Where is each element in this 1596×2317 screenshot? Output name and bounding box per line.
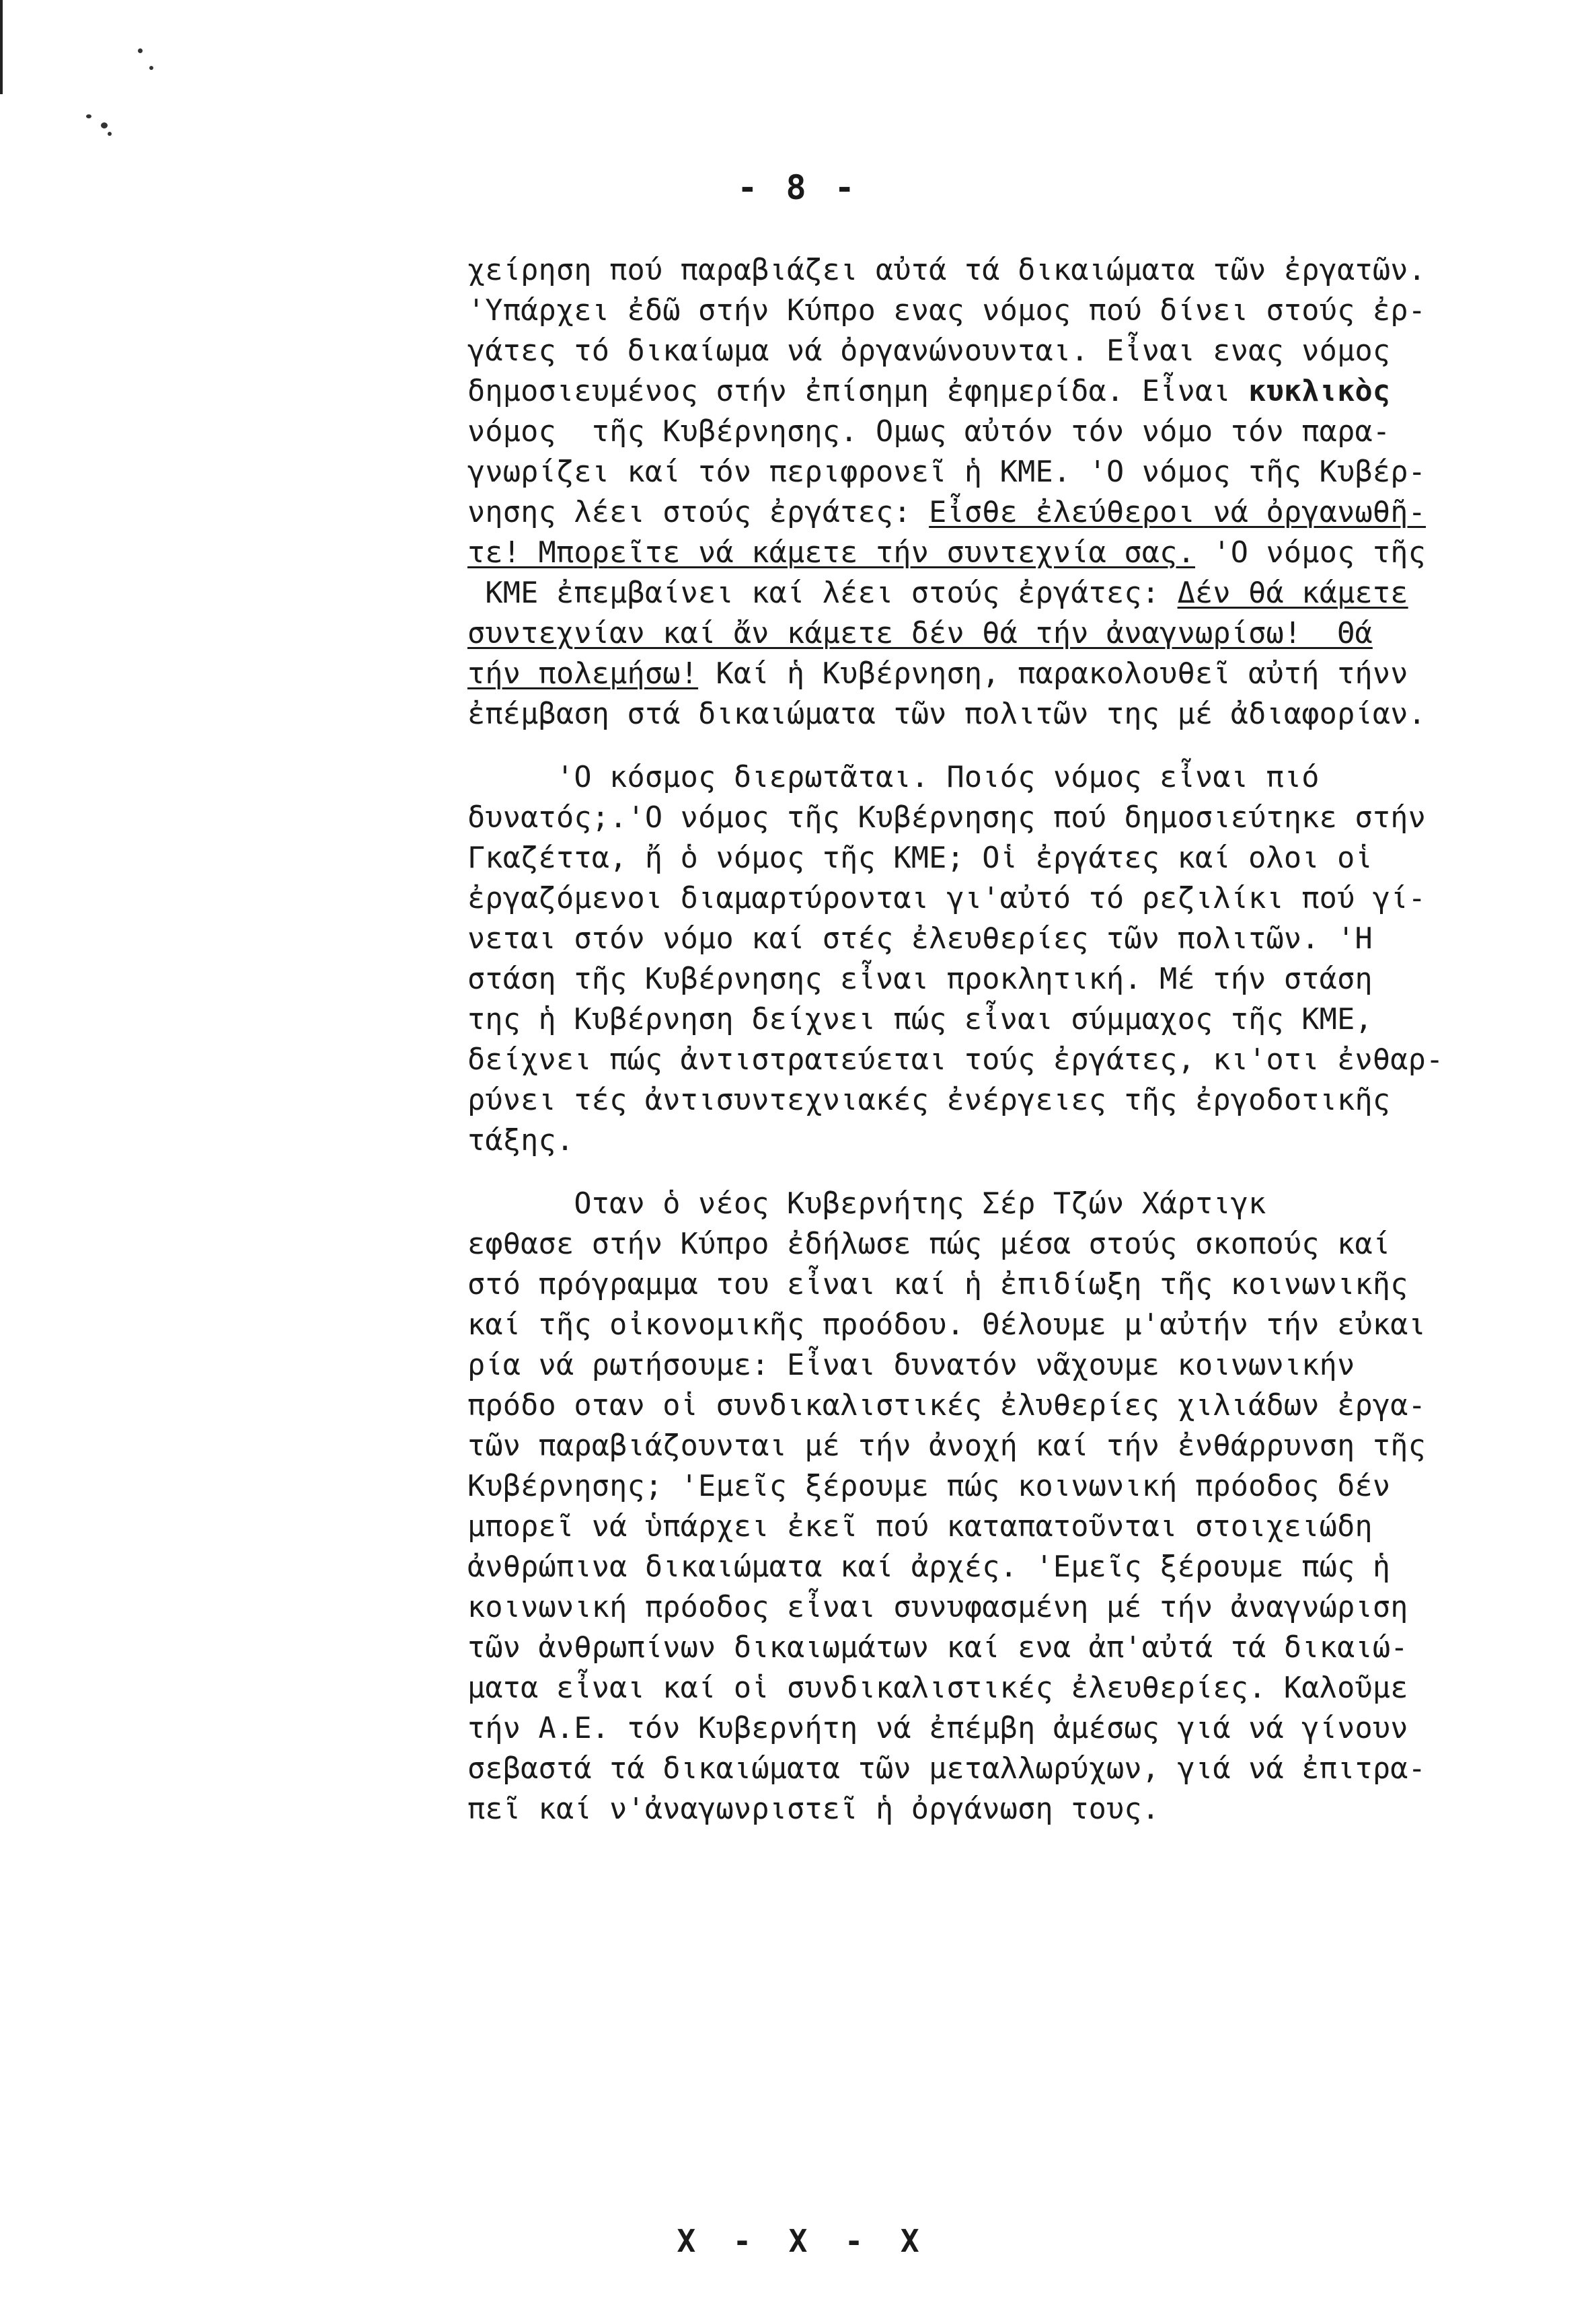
text-segment: γάτες τό δικαίωμα νά ὀργανώνουνται. Εἶναι ενας νόμος bbox=[467, 334, 1391, 368]
text-segment: ἀνθρώπινα δικαιώματα καί ἀρχές. 'Εμεῖς ξέρουμε πώς ἡ bbox=[467, 1550, 1391, 1584]
text-segment: γνωρίζει καί τόν περιφρονεῖ ἡ ΚΜΕ. 'Ο νόμος τῆς Κυβέρ- bbox=[467, 455, 1427, 489]
overstruck-text: κυκλικὸς bbox=[1248, 375, 1391, 408]
page-number: - 8 - bbox=[737, 168, 859, 207]
text-line bbox=[467, 919, 1587, 959]
text-line bbox=[467, 1080, 1587, 1120]
text-segment: 'Ο νόμος τῆς bbox=[1194, 536, 1427, 570]
text-segment: 'Υπάρχει ἐδῶ στήν Κύπρο ενας νόμος πού δίνει στούς ἐρ- bbox=[467, 294, 1427, 328]
paragraph-gap bbox=[467, 1161, 1587, 1184]
text-segment: ἐργαζόμενοι διαμαρτύρονται γι'αὐτό τό ρεζιλίκι πού γί- bbox=[467, 882, 1427, 915]
underlined-text: Δέν θά κάμετε bbox=[1177, 576, 1408, 610]
text-line bbox=[467, 613, 1587, 654]
text-segment: τῶν ἀνθρωπίνων δικαιωμάτων καί ενα ἀπ'αὐτά τά δικαιώ- bbox=[467, 1631, 1408, 1665]
text-line bbox=[467, 533, 1587, 573]
text-line bbox=[467, 291, 1587, 331]
underlined-text: τήν πολεμήσω! bbox=[467, 657, 699, 691]
text-line bbox=[467, 452, 1587, 492]
text-line bbox=[467, 959, 1587, 999]
text-line bbox=[467, 1789, 1587, 1829]
text-line bbox=[467, 878, 1587, 919]
text-line bbox=[467, 1385, 1587, 1426]
text-line bbox=[467, 798, 1587, 838]
text-segment: στάση τῆς Κυβέρνησης εἶναι προκλητική. Μέ τήν στάση bbox=[467, 962, 1373, 996]
paragraph-gap bbox=[467, 734, 1587, 757]
text-line bbox=[467, 1040, 1587, 1080]
scan-speck bbox=[86, 114, 91, 118]
text-line bbox=[467, 1507, 1587, 1547]
text-line bbox=[467, 1587, 1587, 1628]
scan-speck bbox=[101, 122, 108, 128]
text-segment: Οταν ὁ νέος Κυβερνήτης Σέρ Τζών Χάρτιγκ bbox=[467, 1187, 1266, 1221]
text-segment: τήν Α.Ε. τόν Κυβερνήτη νά ἐπέμβη ἀμέσως γιά νά γίνουν bbox=[467, 1712, 1408, 1745]
text-line bbox=[467, 573, 1587, 613]
text-segment: πεῖ καί ν'ἀναγωνριστεῖ ἡ ὀργάνωση τους. bbox=[467, 1792, 1160, 1826]
text-line bbox=[467, 694, 1587, 734]
text-line bbox=[467, 1466, 1587, 1507]
text-segment: δημοσιευμένος στήν ἐπίσημη ἐφημερίδα. Εἶναι bbox=[467, 375, 1249, 408]
text-line bbox=[467, 1668, 1587, 1708]
text-segment: καί τῆς οἰκονομικῆς προόδου. Θέλουμε μ'αὐτήν τήν εὐκαι bbox=[467, 1308, 1427, 1342]
text-segment: της ἡ Κυβέρνηση δείχνει πώς εἶναι σύμμαχος τῆς ΚΜΕ, bbox=[467, 1003, 1373, 1036]
paragraph bbox=[467, 250, 1587, 734]
text-segment: νόμος τῆς Κυβέρνησης. Ομως αὐτόν τόν νόμο τόν παρα- bbox=[467, 415, 1391, 449]
text-line bbox=[467, 1224, 1587, 1264]
text-segment: εφθασε στήν Κύπρο ἐδήλωσε πώς μέσα στούς σκοπούς καί bbox=[467, 1227, 1391, 1261]
text-line bbox=[467, 1120, 1587, 1161]
scan-speck bbox=[149, 66, 153, 70]
text-segment: ρία νά ρωτήσουμε: Εἶναι δυνατόν νᾶχουμε κοινωνικήν bbox=[467, 1349, 1355, 1382]
text-segment: χείρηση πού παραβιάζει αὐτά τά δικαιώματα τῶν ἐργατῶν. bbox=[467, 254, 1427, 287]
text-segment: ματα εἶναι καί οἱ συνδικαλιστικές ἐλευθερίες. Καλοῦμε bbox=[467, 1671, 1408, 1705]
text-line bbox=[467, 1426, 1587, 1466]
underlined-text: τε! Μπορεῖτε νά κάμετε τήν συντεχνία σας. bbox=[467, 536, 1195, 570]
text-line bbox=[467, 654, 1587, 694]
text-line bbox=[467, 757, 1587, 798]
text-segment: στό πρόγραμμα του εἶναι καί ἡ ἐπιδίωξη τῆς κοινωνικῆς bbox=[467, 1268, 1408, 1301]
text-segment: μπορεῖ νά ὑπάρχει ἐκεῖ πού καταπατοῦνται στοιχειώδη bbox=[467, 1510, 1373, 1544]
paragraph bbox=[467, 1184, 1587, 1829]
text-line bbox=[467, 1749, 1587, 1789]
text-line bbox=[467, 999, 1587, 1040]
text-segment: ἐπέμβαση στά δικαιώματα τῶν πολιτῶν της μέ ἀδιαφορίαν. bbox=[467, 697, 1427, 731]
text-segment: Γκαζέττα, ἤ ὁ νόμος τῆς ΚΜΕ; Οἱ ἐργάτες καί ολοι οἱ bbox=[467, 841, 1373, 875]
text-segment: 'Ο κόσμος διερωτᾶται. Ποιός νόμος εἶναι πιό bbox=[467, 761, 1320, 794]
text-segment: Κυβέρνησης; 'Εμεῖς ξέρουμε πώς κοινωνική πρόοδος δέν bbox=[467, 1470, 1391, 1503]
text-segment: Καί ἡ Κυβέρνηση, παρακολουθεῖ αὐτή τήνν bbox=[698, 657, 1408, 691]
text-segment: σεβαστά τά δικαιώματα τῶν μεταλλωρύχων, γιά νά ἐπιτρα- bbox=[467, 1752, 1427, 1786]
text-line bbox=[467, 1264, 1587, 1305]
text-line bbox=[467, 412, 1587, 452]
text-segment: νεται στόν νόμο καί στές ἐλευθερίες τῶν πολιτῶν. 'Η bbox=[467, 922, 1373, 956]
text-line bbox=[467, 1345, 1587, 1385]
text-line bbox=[467, 250, 1587, 291]
text-line bbox=[467, 331, 1587, 371]
underlined-text: Εἶσθε ἐλεύθεροι νά ὀργανωθῆ- bbox=[929, 496, 1427, 529]
text-line bbox=[467, 1708, 1587, 1749]
text-segment: νησης λέει στούς ἐργάτες: bbox=[467, 496, 929, 529]
text-segment: τάξης. bbox=[467, 1124, 574, 1157]
text-segment: τῶν παραβιάζουνται μέ τήν ἀνοχή καί τήν ἐνθάρρυνση τῆς bbox=[467, 1429, 1427, 1463]
text-segment: δυνατός;.'Ο νόμος τῆς Κυβέρνησης πού δημοσιεύτηκε στήν bbox=[467, 801, 1427, 835]
underlined-text: συντεχνίαν καί ἄν κάμετε δέν θά τήν ἀναγνωρίσω! Θά bbox=[467, 617, 1373, 650]
text-line bbox=[467, 1547, 1587, 1587]
text-line bbox=[467, 1628, 1587, 1668]
scan-speck bbox=[138, 48, 143, 53]
text-segment: ΚΜΕ ἐπεμβαίνει καί λέει στούς ἐργάτες: bbox=[467, 576, 1178, 610]
text-line bbox=[467, 1184, 1587, 1224]
text-line bbox=[467, 371, 1587, 412]
document-body bbox=[467, 250, 1587, 1829]
text-line bbox=[467, 1305, 1587, 1345]
text-segment: ρύνει τές ἀντισυντεχνιακές ἐνέργειες τῆς ἐργοδοτικῆς bbox=[467, 1084, 1391, 1117]
text-segment: κοινωνική πρόοδος εἶναι συνυφασμένη μέ τήν ἀναγνώριση bbox=[467, 1591, 1408, 1624]
text-segment: δείχνει πώς ἀντιστρατεύεται τούς ἐργάτες, κι'οτι ἐνθαρ- bbox=[467, 1043, 1444, 1077]
text-line bbox=[467, 492, 1587, 533]
scan-speck bbox=[108, 132, 112, 136]
page-edge bbox=[0, 0, 3, 94]
text-line bbox=[467, 838, 1587, 878]
paragraph bbox=[467, 757, 1587, 1161]
text-segment: πρόδο οταν οἱ συνδικαλιστικές ἐλυθερίες χιλιάδων ἐργα- bbox=[467, 1389, 1427, 1422]
closing-mark: X - X - X bbox=[677, 2223, 919, 2259]
